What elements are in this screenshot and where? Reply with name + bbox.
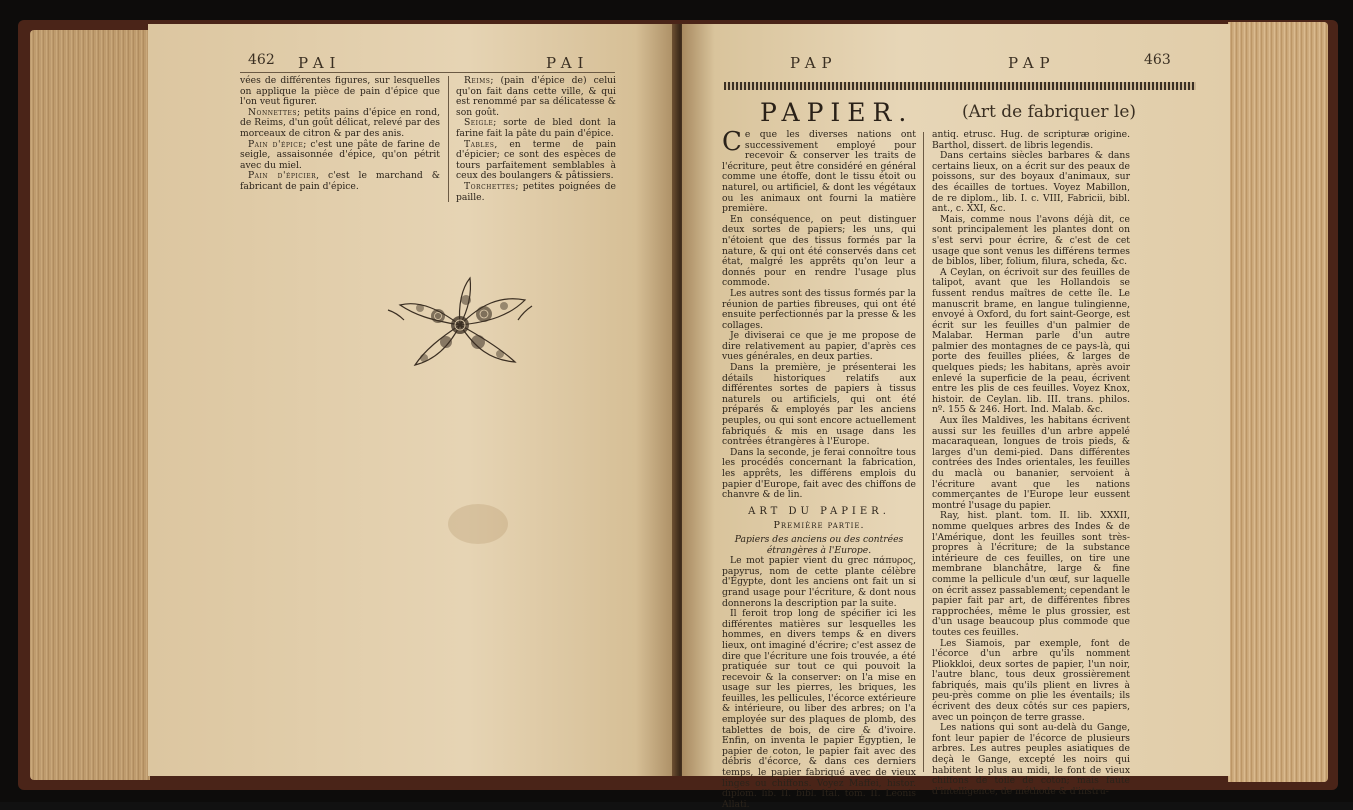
entry-head: Pain d'épicier (248, 170, 317, 182)
paragraph: Il feroit trop long de spécifier ici les différentes matières sur lesquelles les hommes, en divers temps & en divers lieux, ont imaginé d'écrire; c'est assez de dire que l'écriture une fois trouvée, a été pratiquée sur tout ce qui pouvoit la recevoir & la conserver: on l'a mise en usage sur les pierres, les briques, les feuilles, les pellicules, l'écorce extérieure & intérieure, ou liber des arbres; on l'a employée sur des plaques de plomb, des tablettes de bois, de cire & d'ivoire. Enfin, on inventa le papier Égyptien, le papier de coton, le papier fait avec des débris d'écorce, & dans ces derniers temps, le papier fabriqué avec de vieux linges ou chiffons. Voyez Maffei, histor. diplom. lib. II. bibl. Ital. tom. II. Leonis Allati. (722, 608, 916, 810)
section-title: ART DU PAPIER. (748, 505, 890, 517)
decorative-band (724, 82, 1196, 90)
entry (240, 108, 440, 140)
part-subtitle: Papiers des anciens ou des contrées étrangères à l'Europe. (734, 533, 904, 556)
paragraph: Les nations qui sont au-delà du Gange, font leur papier de l'écorce de plusieurs arbres. Les autres peuples asiatiques de deçà le Gange, excepté les noirs qui habitent le plus au midi, le font de vieux chiffons de toile de coton; mais faute d'intelligence, de méthode & d'instru- (932, 722, 1130, 797)
opening-text: e que les diverses nations ont successivement employé pour recevoir & conserver les traits de l'écriture, peut être considéré en général comme une étoffe, dont le tissu étoit ou naturel, ou artificiel, & dont les végétaux ou les animaux ont fourni la matière première. (722, 129, 916, 215)
left-column-2 (456, 76, 616, 203)
paragraph: Aux îles Maldives, les habitans écrivent aussi sur les feuilles d'un arbre appelé macaraquean, longues de trois pieds, & larges d'un demi-pied. Dans différentes contrées des Indes orientales, les feuilles du maclà ou bananier, servoient à l'écriture avant que les nations commerçantes de l'Europe leur eussent montré l'usage du papier. (932, 415, 1130, 511)
column-rule (923, 132, 924, 772)
page-number: 463 (1144, 52, 1171, 68)
opening-paragraph (722, 127, 916, 215)
entry-head: Seigle (464, 117, 494, 129)
entry-text: ; petits pains d'épice en rond, de Reims, d'un goût délicat, relevé par des morceaux de citron & par des anis. (240, 106, 440, 139)
entry-text: ; petites poignées de paille. (456, 180, 616, 203)
floral-ornament (380, 270, 540, 380)
paragraph: Dans la première, je présenterai les détails historiques relatifs aux différentes sortes de papiers à tissus naturels ou artificiels, qui ont été préparés & employés par les anciens peuples, ou qui sont encore actuellement fabriqués & mis en usage dans les contrées étrangères à l'Europe. (722, 362, 916, 448)
entry (456, 118, 616, 139)
paragraph: antiq. etrusc. Hug. de scripturæ origine. Barthol, dissert. de libris legendis. (932, 129, 1130, 151)
article-subtitle: (Art de fabriquer le) (962, 102, 1137, 122)
header-rule (240, 72, 615, 73)
paragraph: Le mot papier vient du grec πάπυρος, papyrus, nom de cette plante célèbre d'Égypte, dont les anciens ont fait un si grand usage pour l'écriture, & dont nous donnerons la description par la suite. (722, 555, 916, 609)
running-head-left: PAP (790, 54, 838, 72)
entry-text: ; sorte de bled dont la farine fait la pâte du pain d'épice. (456, 117, 616, 139)
paper-stain (448, 504, 508, 544)
entry-head: Tables (464, 138, 495, 150)
paragraph: Les autres sont des tissus formés par la réunion de parties fibreuses, qui ont été ensuite perfectionnés par la presse & les collages. (722, 287, 916, 331)
entry-head: Torchettes (464, 180, 516, 192)
left-page (148, 24, 678, 776)
paragraph: Ray, hist. plant. tom. II. lib. XXXII, nomme quelques arbres des Indes & de l'Amérique, dont les feuilles sont très-propres à l'écriture; de la substance intérieure de ces feuilles, on tire une membrane blanchâtre, large & fine comme la pellicule d'un œuf, sur laquelle on écrit assez passablement; cependant le papier fait par art, de différentes fibres rapprochées, même le plus grossier, est d'un usage beaucoup plus commode que toutes ces feuilles. (932, 510, 1130, 638)
running-head-left: PAI (298, 54, 342, 72)
paragraph: En conséquence, on peut distinguer deux sortes de papiers; les uns, qui n'étoient que des tissus formés par la nature, & qui ont été conservés dans cet état, malgré les apprêts qu'on leur a donnés pour en rendre l'usage plus commode. (722, 213, 916, 289)
entry (240, 140, 440, 172)
article-title: PAPIER. (760, 98, 914, 127)
right-page (682, 24, 1230, 810)
entry-head: Reims (464, 75, 491, 86)
entry-continuation: vées de différentes figures, sur lesquelles on applique la pièce de pain d'épice que l'on veut figurer. (240, 75, 440, 108)
entry-text: ; (pain d'épice de) celui qu'on fait dans cette ville, & qui est renommé par sa délicatesse & son goût. (456, 75, 616, 118)
paragraph: Dans la seconde, je ferai connoître tous les procédés concernant la fabrication, les apprêts, les différens emplois du papier d'Europe, fait avec des chiffons de chanvre & de lin. (722, 446, 916, 501)
left-page-edges (30, 30, 150, 780)
entry (456, 76, 616, 118)
column-rule (448, 76, 449, 202)
paragraph: Je diviserai ce que je me propose de dire relativement au papier, d'après ces vues générales, en deux parties. (722, 330, 916, 363)
right-column-2 (932, 130, 1130, 797)
running-head-right: PAI (546, 54, 590, 72)
entry (456, 140, 616, 182)
entry-head: Pain d'épice (248, 138, 304, 150)
page-number: 462 (248, 52, 275, 68)
entry-text: ; c'est une pâte de farine de seigle, assaisonnée d'épice, qu'on pétrit avec du miel. (240, 138, 441, 171)
part-title: Première partie. (773, 520, 865, 532)
right-page-edges (1228, 22, 1328, 782)
paragraph: Mais, comme nous l'avons déjà dit, ce sont principalement les plantes dont on s'est servi pour écrire, & c'est de cet usage que sont venus les différens termes de biblos, liber, folium, filura, scheda, &c. (932, 213, 1130, 268)
entry-text: , c'est le marchand & fabricant de pain d'épice. (240, 170, 440, 192)
left-column-1 (240, 76, 440, 193)
right-column-1 (722, 127, 916, 810)
paragraph: Les Siamois, par exemple, font de l'écorce d'un arbre qu'ils nomment Pliokkloi, deux sortes de papier, l'un noir, l'autre blanc, tous deux grossièrement fabriqués, mais qu'ils plient en livres à peu-près comme on plie les éventails; ils écrivent des deux côtés sur ces papiers, avec un poinçon de terre grasse. (932, 637, 1130, 723)
entry (240, 171, 440, 192)
paragraph: A Ceylan, on écrivoit sur des feuilles de talipot, avant que les Hollandois se fussent rendus maîtres de cette île. Le manuscrit brame, en langue tulingienne, envoyé à Oxford, du fort saint-George, est écrit sur les feuilles d'un palmier de Malabar. Herman parle d'un autre palmier des montagnes de ce pays-là, qui porte des feuilles pliées, & larges de quelques pieds; les habitans, après avoir enlevé la superficie de la peau, écrivent entre les plis de ces feuilles. Voyez Knox, histoir. de Ceylan. lib. III. trans. philos. nº. 155 & 246. Hort. Ind. Malab. &c. (932, 266, 1130, 416)
paragraph: Dans certains siècles barbares & dans certains lieux, on a écrit sur des peaux de poissons, sur des boyaux d'animaux, sur des écailles de tortues. Voyez Mabillon, de re diplom., lib. I. c. VIII, Fabricii, bibl. ant., c. XXI, &c. (932, 150, 1130, 215)
entry-text: , en terme de pain d'épicier; ce sont des espèces de tours parfaitement semblables à ceux des boulangers & pâtissiers. (456, 138, 616, 182)
entry (456, 182, 616, 203)
drop-cap: C (722, 127, 742, 157)
running-head-right: PAP (1008, 54, 1056, 72)
entry-head: Nonnettes (248, 106, 297, 118)
